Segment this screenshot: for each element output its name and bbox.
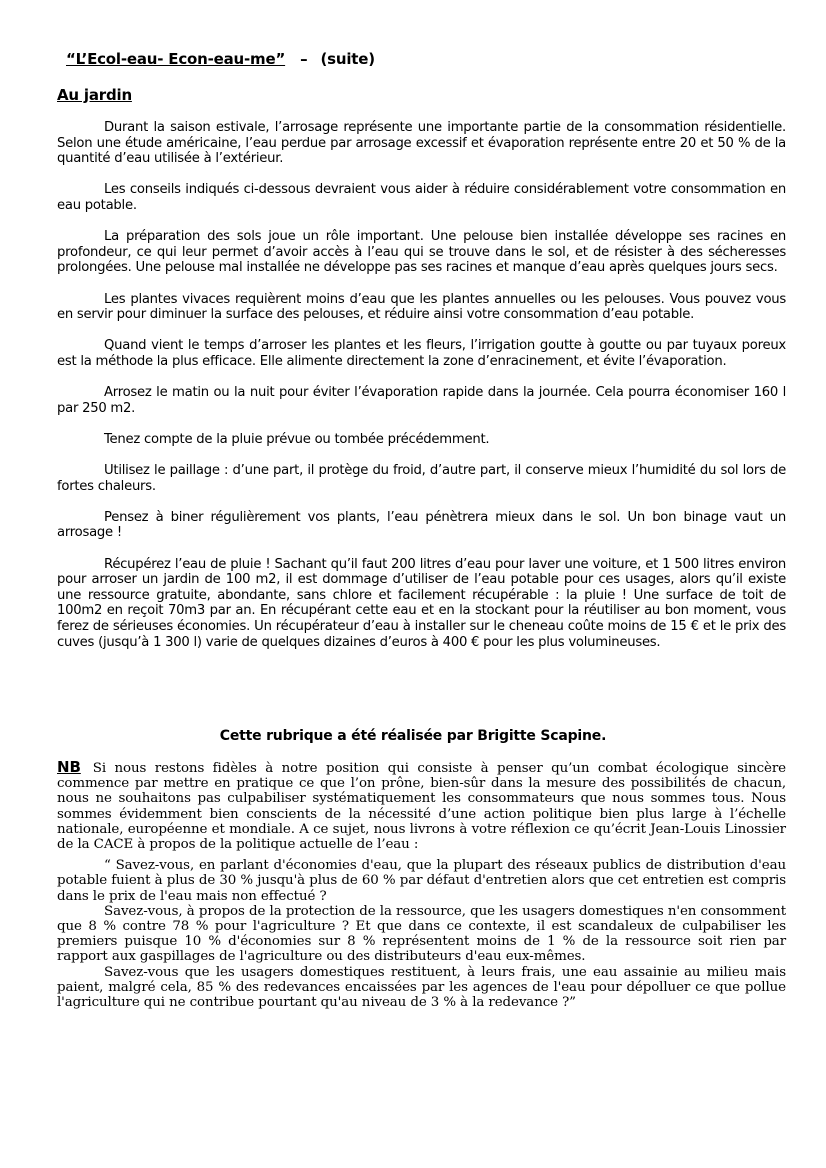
- document-title: “L’Ecol-eau- Econ-eau-me”: [66, 50, 286, 68]
- paragraph: Arrosez le matin ou la nuit pour éviter l’évaporation rapide dans la journée. Cela pourra économiser 160 l par 250 m2.: [57, 385, 786, 416]
- paragraph: La préparation des sols joue un rôle important. Une pelouse bien installée développe ses racines en profondeur, ce qui leur permet d’avoir accès à l’eau qui se trouve dans le sol, et de résister à des sécheresses prolongées. Une pelouse mal installée ne développe pas ses racines et manque d’eau après quelques jours secs.: [57, 229, 786, 276]
- paragraph: Quand vient le temps d’arroser les plantes et les fleurs, l’irrigation goutte à goutte ou par tuyaux poreux est la méthode la plus efficace. Elle alimente directement la zone d’enracinement, et évite l’évaporation.: [57, 338, 786, 369]
- paragraph: Récupérez l’eau de pluie ! Sachant qu’il faut 200 litres d’eau pour laver une voiture, et 1 500 litres environ pour arroser un jardin de 100 m2, il est dommage d’utiliser de l’eau potable pour ces usages, alors qu’il existe une ressource gratuite, abondante, sans chlore et facilement récupérable : la pluie ! Une surface de toit de 100m2 en reçoit 70m3 par an. En récupérant cette eau et en la stockant pour la réutiliser au bon moment, vous ferez de sérieuses économies. Un récupérateur d’eau à installer sur le cheneau coûte moins de 15 € et le prix des cuves (jusqu’à 1 300 l) varie de quelques dizaines d’euros à 400 € pour les plus volumineuses.: [57, 556, 786, 650]
- title-suite: (suite): [320, 50, 375, 68]
- document-title-line: [66, 50, 375, 68]
- paragraph: Durant la saison estivale, l’arrosage représente une importante partie de la consommation résidentielle. Selon une étude américaine, l’eau perdue par arrosage excessif et évaporation représente entre 20 et 50 % de la quantité d’eau utilisée à l’extérieur.: [57, 120, 786, 167]
- nb-intro-paragraph: [57, 760, 786, 852]
- section-heading: Au jardin: [57, 86, 132, 104]
- title-dash: –: [300, 50, 308, 68]
- nb-intro-text: Si nous restons fidèles à notre position qui consiste à penser qu’un combat écologique sincère commence par mettre en pratique ce que l’on prône, bien-sûr dans la mesure des possibilités de chacun, nous ne souhaitons pas culpabiliser systématiquement les consommateurs que nous sommes tous. Nous sommes évidemment bien conscients de la nécessité d’une action politique bien plus large à l’échelle nationale, européenne et mondiale. A ce sujet, nous livrons à votre réflexion ce qu’écrit Jean-Louis Linossier de la CACE à propos de la politique actuelle de l’eau :: [57, 761, 786, 853]
- quote-paragraph: “ Savez-vous, en parlant d'économies d'eau, que la plupart des réseaux publics de distribution d'eau potable fuient à plus de 30 % jusqu'à plus de 60 % par défaut d'entretien alors que cet entretien est compris dans le prix de l'eau mais non effectué ?: [57, 858, 786, 904]
- paragraph: Les conseils indiqués ci-dessous devraient vous aider à réduire considérablement votre consommation en eau potable.: [57, 182, 786, 213]
- article-body: [57, 120, 786, 666]
- paragraph: Utilisez le paillage : d’une part, il protège du froid, d’autre part, il conserve mieux l’humidité du sol lors de fortes chaleurs.: [57, 463, 786, 494]
- nb-label: NB: [57, 758, 81, 776]
- quote-paragraph: Savez-vous que les usagers domestiques restituent, à leurs frais, une eau assainie au milieu mais paient, malgré cela, 85 % des redevances encaissées par les agences de l'eau pour dépolluer ce que pollue l'agriculture qui ne contribue pourtant qu'au niveau de 3 % à la redevance ?”: [57, 964, 786, 1011]
- paragraph: Tenez compte de la pluie prévue ou tombée précédemment.: [104, 431, 490, 447]
- nb-section: [57, 760, 786, 1010]
- quote-paragraph: Savez-vous, à propos de la protection de la ressource, que les usagers domestiques n'en consomment que 8 % contre 78 % pour l'agriculture ? Et que dans ce contexte, il est scandaleux de culpabiliser les premiers puisque 10 % d'économies sur 8 % représentent moins de 1 % de la ressource soit rien par rapport aux gaspillages de l'agriculture ou des distributeurs d'eau eux-mêmes.: [57, 903, 786, 965]
- author-credit: Cette rubrique a été réalisée par Brigitte Scapine.: [219, 728, 607, 744]
- paragraph: Les plantes vivaces requièrent moins d’eau que les plantes annuelles ou les pelouses. Vous pouvez vous en servir pour diminuer la surface des pelouses, et réduire ainsi votre consommation d’eau potable.: [57, 291, 786, 323]
- paragraph: Pensez à biner régulièrement vos plants, l’eau pénètrera mieux dans le sol. Un bon binage vaut un arrosage !: [57, 509, 786, 541]
- quote-block: [57, 858, 786, 1010]
